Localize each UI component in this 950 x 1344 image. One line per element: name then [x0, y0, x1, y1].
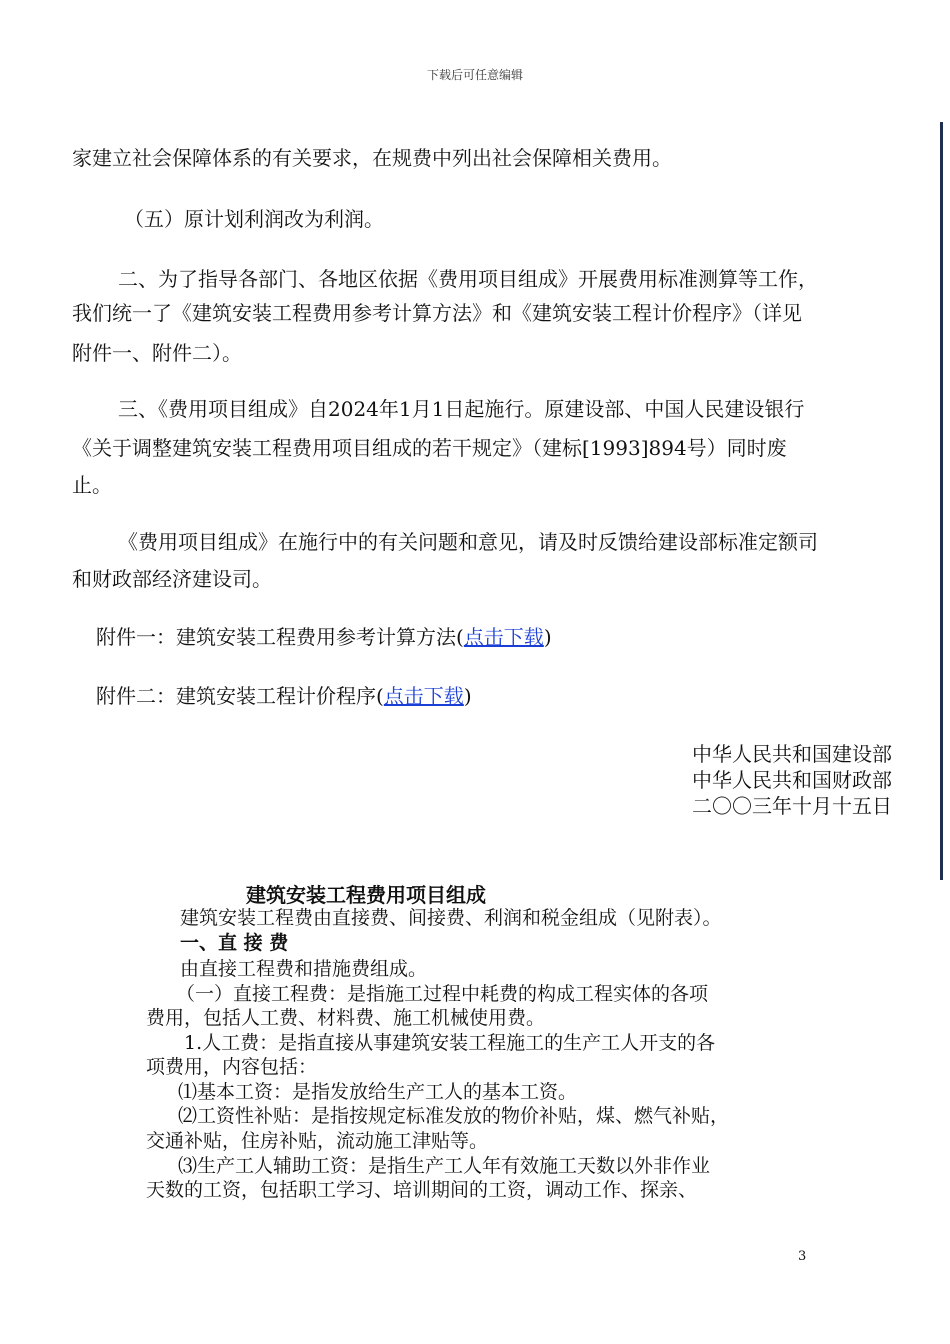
section-line: 费用，包括人工费、材料费、施工机械使用费。	[146, 1007, 546, 1029]
paragraph-line: 家建立社会保障体系的有关要求，在规费中列出社会保障相关费用。	[72, 146, 672, 170]
signature-ministry-finance: 中华人民共和国财政部	[692, 768, 892, 792]
section-line: 由直接工程费和措施费组成。	[180, 958, 428, 980]
attachment-2-close-paren: )	[463, 684, 472, 708]
section-line: ⑶生产工人辅助工资：是指生产工人年有效施工天数以外非作业	[178, 1155, 711, 1177]
section-title: 建筑安装工程费用项目组成	[246, 883, 486, 907]
attachment-1-close-paren: )	[543, 625, 552, 649]
attachment-1	[96, 620, 552, 654]
section-heading: 一、直 接 费	[180, 932, 289, 954]
section-line: 项费用，内容包括：	[146, 1056, 318, 1078]
header-note: 下载后可任意编辑	[426, 68, 523, 82]
right-margin-rule	[940, 122, 943, 880]
paragraph-line: 止。	[72, 473, 112, 497]
paragraph-line: 和财政部经济建设司。	[72, 567, 272, 591]
signature-ministry-construction: 中华人民共和国建设部	[692, 742, 892, 766]
page-number: 3	[798, 1249, 807, 1264]
attachment-2-label: 附件二：建筑安装工程计价程序(	[96, 684, 384, 708]
paragraph-line: 附件一、附件二）。	[72, 341, 242, 365]
paragraph-line: 《关于调整建筑安装工程费用项目组成的若干规定》（建标[1993]894号）同时废	[72, 436, 787, 460]
paragraph-line: （五）原计划利润改为利润。	[124, 207, 384, 231]
section-line: 1.人工费：是指直接从事建筑安装工程施工的生产工人开支的各	[184, 1032, 716, 1054]
paragraph-line: 我们统一了《建筑安装工程费用参考计算方法》和《建筑安装工程计价程序》（详见	[72, 301, 802, 325]
paragraph-line: 三、《费用项目组成》自2024年1月1日起施行。原建设部、中国人民建设银行	[118, 397, 805, 421]
paragraph-line: 二、为了指导各部门、各地区依据《费用项目组成》开展费用标准测算等工作，	[118, 267, 818, 291]
attachment-2-download-link[interactable]: 点击下载	[383, 684, 464, 708]
section-line: 交通补贴，住房补贴，流动施工津贴等。	[146, 1130, 489, 1152]
section-line: 建筑安装工程费由直接费、间接费、利润和税金组成（见附表）。	[180, 907, 722, 929]
attachment-2	[96, 679, 472, 713]
attachment-1-label: 附件一：建筑安装工程费用参考计算方法(	[96, 625, 464, 649]
paragraph-line: 《费用项目组成》在施行中的有关问题和意见，请及时反馈给建设部标准定额司	[118, 530, 818, 554]
section-line: ⑴基本工资：是指发放给生产工人的基本工资。	[178, 1081, 578, 1103]
signature-date: 二〇〇三年十月十五日	[692, 794, 892, 818]
attachment-1-download-link[interactable]: 点击下载	[463, 625, 544, 649]
section-line: ⑵工资性补贴：是指按规定标准发放的物价补贴，煤、燃气补贴，	[178, 1105, 730, 1127]
section-line: （一）直接工程费：是指施工过程中耗费的构成工程实体的各项	[176, 983, 709, 1005]
section-line: 天数的工资，包括职工学习、培训期间的工资，调动工作、探亲、	[146, 1179, 698, 1201]
